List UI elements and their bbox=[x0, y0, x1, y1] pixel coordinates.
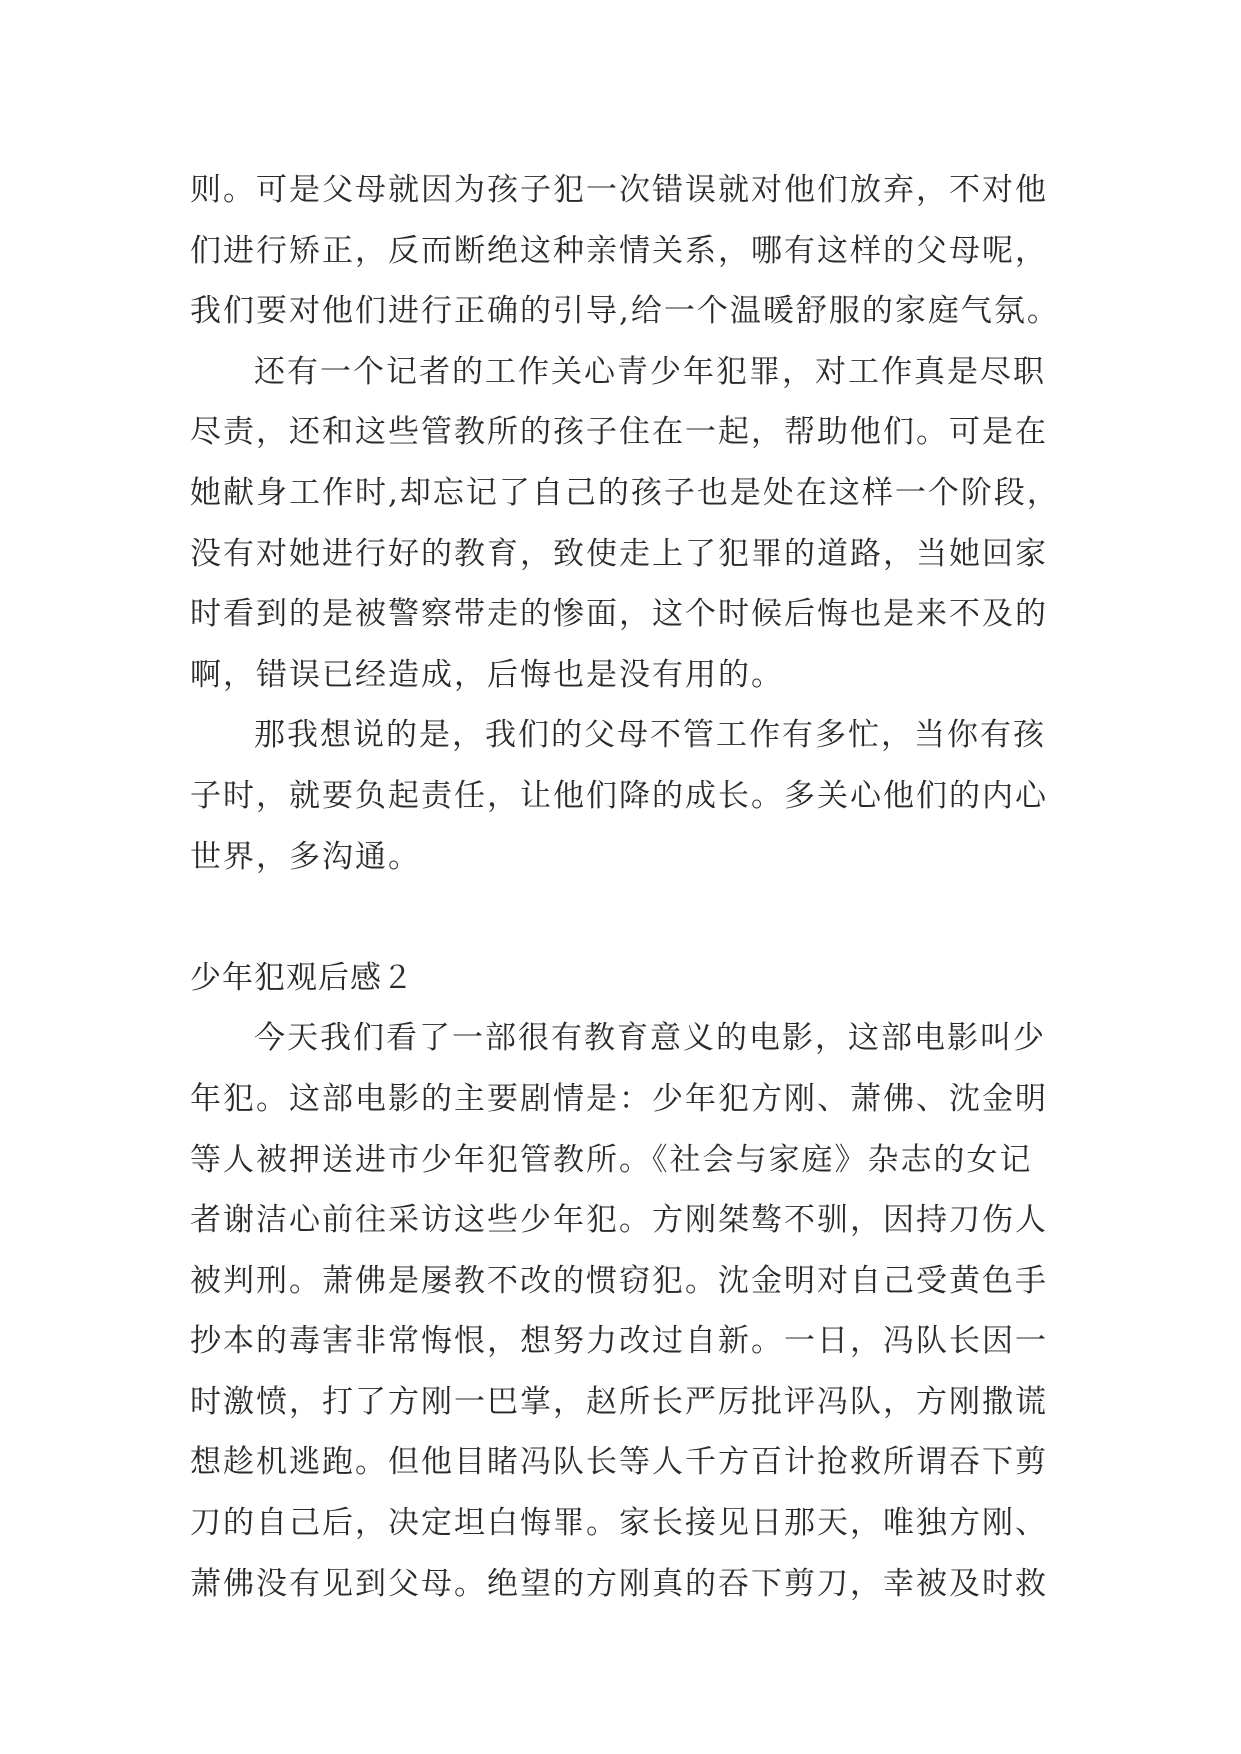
section-title: 少年犯观后感２ bbox=[190, 959, 414, 996]
text-line: 刀的自己后，决定坦白悔罪。家长接见日那天，唯独方刚、 bbox=[190, 1505, 1048, 1542]
text-line: 们进行矫正，反而断绝这种亲情关系，哪有这样的父母呢， bbox=[190, 232, 1048, 269]
text-line: 年犯。这部电影的主要剧情是：少年犯方刚、萧佛、沈金明 bbox=[190, 1080, 1048, 1117]
text-line: 等人被押送进市少年犯管教所。《社会与家庭》杂志的女记 bbox=[190, 1141, 1033, 1178]
text-line: 子时，就要负起责任，让他们降的成长。多关心他们的内心 bbox=[190, 777, 1048, 814]
text-line: 我们要对他们进行正确的引导,给一个温暖舒服的家庭气氛。 bbox=[190, 293, 1060, 330]
text-line: 啊，错误已经造成，后悔也是没有用的。 bbox=[190, 656, 784, 693]
paragraph bbox=[190, 1008, 1070, 1614]
text-line: 时激愤，打了方刚一巴掌，赵所长严厉批评冯队，方刚撒谎 bbox=[190, 1383, 1048, 1420]
paragraph bbox=[190, 160, 1070, 342]
text-line: 那我想说的是，我们的父母不管工作有多忙，当你有孩 bbox=[254, 717, 1046, 754]
text-line: 萧佛没有见到父母。绝望的方刚真的吞下剪刀，幸被及时救 bbox=[190, 1565, 1048, 1602]
text-line: 她献身工作时,却忘记了自己的孩子也是处在这样一个阶段， bbox=[190, 474, 1060, 511]
text-line: 世界，多沟通。 bbox=[190, 838, 421, 875]
text-line: 则。可是父母就因为孩子犯一次错误就对他们放弃，不对他 bbox=[190, 172, 1048, 208]
paragraph bbox=[190, 705, 1070, 887]
text-line: 还有一个记者的工作关心青少年犯罪，对工作真是尽职 bbox=[254, 353, 1046, 390]
text-line: 没有对她进行好的教育，致使走上了犯罪的道路，当她回家 bbox=[190, 535, 1048, 572]
text-line: 者谢洁心前往采访这些少年犯。方刚桀骜不驯，因持刀伤人 bbox=[190, 1202, 1048, 1239]
document-body bbox=[190, 160, 1070, 1614]
blank-line bbox=[190, 887, 1070, 948]
text-line: 被判刑。萧佛是屡教不改的惯窃犯。沈金明对自己受黄色手 bbox=[190, 1262, 1048, 1299]
paragraph bbox=[190, 342, 1070, 706]
text-line: 今天我们看了一部很有教育意义的电影，这部电影叫少 bbox=[254, 1020, 1046, 1057]
text-line: 时看到的是被警察带走的惨面，这个时候后悔也是来不及的 bbox=[190, 596, 1048, 633]
text-line: 尽责，还和这些管教所的孩子住在一起，帮助他们。可是在 bbox=[190, 414, 1048, 451]
text-line: 抄本的毒害非常悔恨，想努力改过自新。一日，冯队长因一 bbox=[190, 1323, 1048, 1360]
text-line: 想趁机逃跑。但他目睹冯队长等人千方百计抢救所谓吞下剪 bbox=[190, 1444, 1048, 1481]
